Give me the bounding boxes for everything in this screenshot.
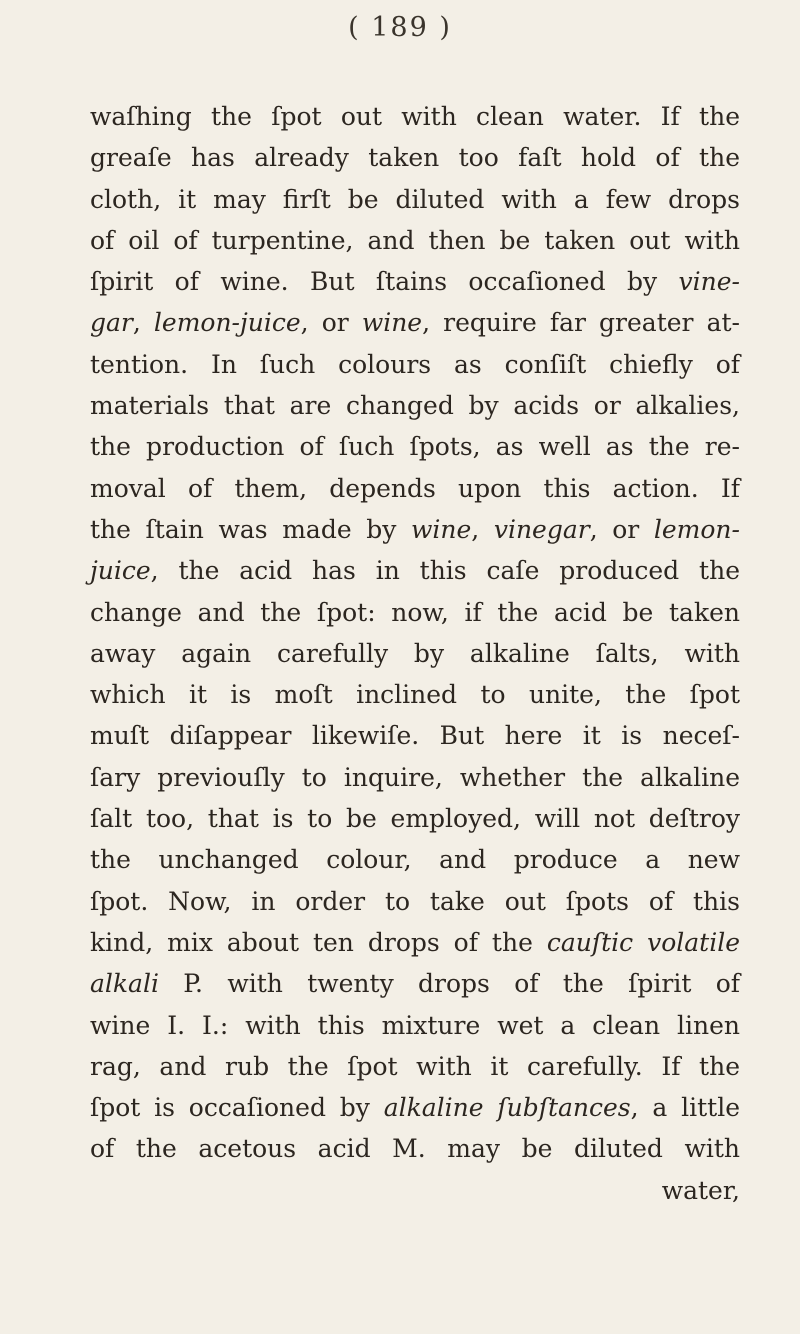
text-segment: of the acetous acid M. may be diluted with — [90, 1134, 740, 1164]
text-segment: P. with twenty drops of the ſpirit of — [158, 969, 740, 999]
text-segment: ſpot is occaſioned by — [90, 1093, 384, 1123]
body-text — [90, 96, 740, 1211]
italic-term: juice — [90, 556, 151, 586]
text-segment: moval of them, depends upon this action. If — [90, 473, 740, 503]
text-segment: cloth, it may firſt be diluted with a few drops — [90, 184, 740, 214]
italic-term: gar — [90, 308, 133, 338]
text-segment: the production of ſuch ſpots, as well as the re- — [90, 432, 740, 462]
text-segment: of oil of turpentine, and then be taken out with — [90, 225, 740, 255]
text-line — [90, 1087, 740, 1128]
text-line — [90, 344, 740, 385]
text-segment: water, — [661, 1175, 740, 1205]
text-line — [90, 963, 740, 1004]
text-segment: greaſe has already taken too faſt hold of the — [90, 143, 740, 173]
italic-term: alkali — [90, 969, 159, 999]
text-line — [90, 1170, 740, 1211]
italic-term: wine — [410, 514, 472, 544]
text-segment: change and the ſpot: now, if the acid be taken — [90, 597, 740, 627]
text-line — [90, 426, 740, 467]
text-line — [90, 550, 740, 591]
text-segment: , — [132, 308, 154, 338]
text-segment: muſt diſappear likewiſe. But here it is neceſ- — [90, 721, 740, 751]
text-segment: , a little — [630, 1093, 740, 1123]
text-line — [90, 96, 740, 137]
text-segment: , the acid has in this caſe produced the — [150, 556, 740, 586]
text-line — [90, 1046, 740, 1087]
text-segment: the ſtain was made by — [90, 514, 411, 544]
text-segment: away again carefully by alkaline ſalts, with — [90, 638, 740, 668]
text-line — [90, 839, 740, 880]
text-segment: tention. In ſuch colours as conſiſt chiefly of — [90, 349, 740, 379]
italic-term: lemon- — [653, 514, 740, 544]
text-segment: ſary previouſly to inquire, whether the alkaline — [90, 762, 740, 792]
italic-term: lemon-juice — [153, 308, 301, 338]
text-segment: , or — [589, 514, 654, 544]
text-segment: materials that are changed by acids or alkalies, — [90, 391, 740, 421]
italic-term: alkaline ſubſtances — [383, 1093, 631, 1123]
text-line — [90, 1005, 740, 1046]
italic-term: cauſtic volatile — [546, 927, 740, 957]
text-segment: rag, and rub the ſpot with it carefully. If the — [90, 1051, 740, 1081]
text-line — [90, 881, 740, 922]
text-line — [90, 633, 740, 674]
text-segment: , require far greater at- — [422, 308, 740, 338]
text-line — [90, 220, 740, 261]
italic-term: vinegar — [493, 514, 590, 544]
text-line — [90, 302, 740, 343]
text-segment: ſpirit of wine. But ſtains occaſioned by — [90, 267, 679, 297]
text-segment: , or — [300, 308, 362, 338]
text-segment: wine I. I.: with this mixture wet a clean linen — [90, 1010, 740, 1040]
text-segment: the unchanged colour, and produce a new — [90, 845, 740, 875]
text-line — [90, 509, 740, 550]
text-line — [90, 592, 740, 633]
text-line — [90, 757, 740, 798]
text-line — [90, 674, 740, 715]
text-line — [90, 179, 740, 220]
page-number: ( 189 ) — [348, 12, 452, 43]
text-segment: kind, mix about ten drops of the — [90, 927, 547, 957]
text-line — [90, 1128, 740, 1169]
italic-term: wine — [361, 308, 423, 338]
text-segment: , — [471, 514, 494, 544]
text-line — [90, 468, 740, 509]
text-line — [90, 261, 740, 302]
italic-term: vine- — [678, 267, 740, 297]
text-segment: which it is moſt inclined to unite, the ſpot — [90, 680, 740, 710]
text-segment: ſalt too, that is to be employed, will not deſtroy — [90, 804, 740, 834]
text-line — [90, 137, 740, 178]
text-segment: ſpot. Now, in order to take out ſpots of this — [90, 886, 740, 916]
text-line — [90, 798, 740, 839]
text-line — [90, 385, 740, 426]
text-line — [90, 922, 740, 963]
text-line — [90, 715, 740, 756]
text-segment: waſhing the ſpot out with clean water. If the — [90, 102, 740, 131]
